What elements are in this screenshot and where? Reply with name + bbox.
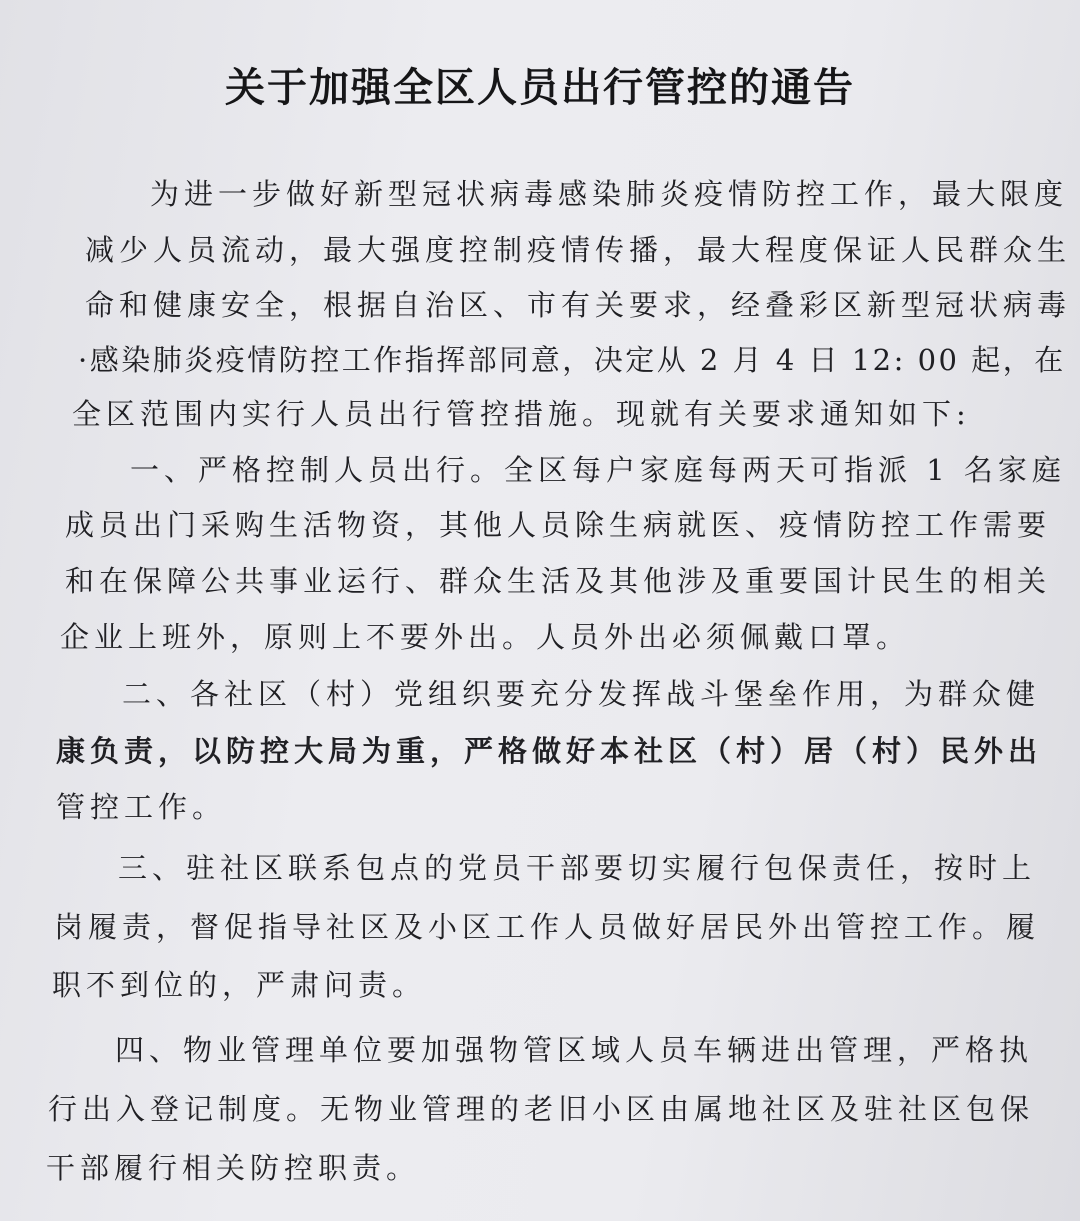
paragraph-line: 管控工作。 xyxy=(56,790,227,824)
paragraph-line: 企业上班外，原则上不要外出。人员外出必须佩戴口罩。 xyxy=(60,620,911,654)
paragraph-line: 和在保障公共事业运行、群众生活及其他涉及重要国计民生的相关 xyxy=(65,564,1052,598)
paragraph-line: 四、物业管理单位要加强物管区域人员车辆进出管理，严格执 xyxy=(115,1033,1034,1067)
paragraph-line: 二、各社区（村）党组织要充分发挥战斗堡垒作用，为群众健 xyxy=(122,677,1041,711)
paragraph-line: 干部履行相关防控职责。 xyxy=(46,1151,421,1185)
paragraph-line: 为进一步做好新型冠状病毒感染肺炎疫情防控工作，最大限度 xyxy=(150,177,1069,211)
paragraph-line: 行出入登记制度。无物业管理的老旧小区由属地社区及驻社区包保 xyxy=(48,1092,1035,1126)
document-title: 关于加强全区人员出行管控的通告 xyxy=(225,64,855,111)
paragraph-line: 三、驻社区联系包点的党员干部要切实履行包保责任，按时上 xyxy=(118,851,1037,885)
paragraph-line: 岗履责，督促指导社区及小区工作人员做好居民外出管控工作。履 xyxy=(54,910,1041,944)
paragraph-line: ·感染肺炎疫情防控工作指挥部同意，决定从 2 月 4 日 12: 00 起，在 xyxy=(78,343,1066,377)
paragraph-line: 全区范围内实行人员出行管控措施。现就有关要求通知如下: xyxy=(72,397,971,431)
paragraph-line: 康负责，以防控大局为重，严格做好本社区（村）居（村）民外出 xyxy=(56,734,1043,768)
paragraph-line: 命和健康安全，根据自治区、市有关要求，经叠彩区新型冠状病毒 xyxy=(85,288,1072,322)
paragraph-line: 职不到位的，严肃问责。 xyxy=(52,968,427,1002)
paragraph-line: 一、严格控制人员出行。全区每户家庭每两天可指派 1 名家庭 xyxy=(130,453,1066,487)
paragraph-line: 减少人员流动，最大强度控制疫情传播，最大程度保证人民群众生 xyxy=(85,233,1072,267)
paragraph-line: 成员出门采购生活物资，其他人员除生病就医、疫情防控工作需要 xyxy=(65,508,1052,542)
